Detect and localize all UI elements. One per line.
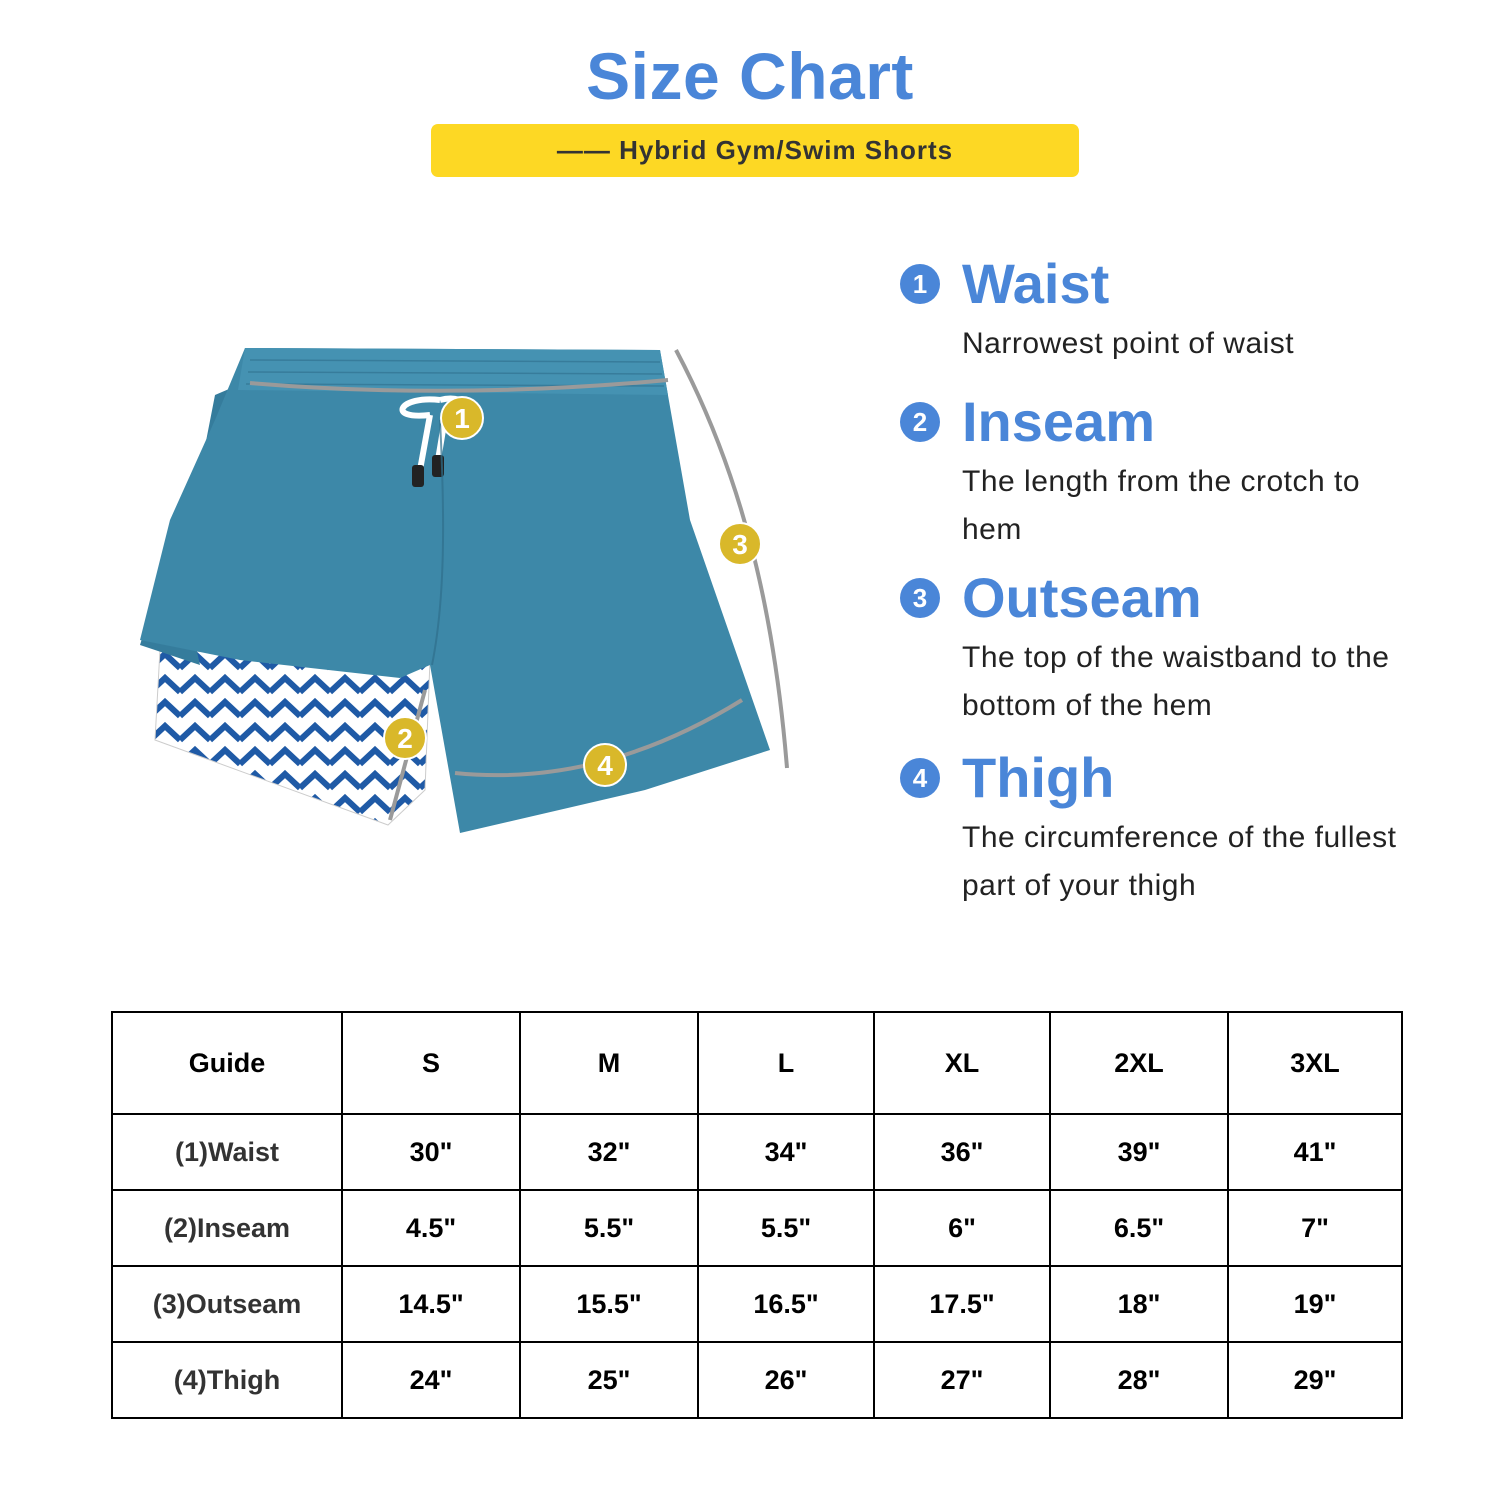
number-3-icon: 3 [900,578,940,618]
guide-item-outseam [900,566,1460,730]
size-table [111,1011,1403,1419]
table-cell: 17.5" [874,1266,1050,1342]
table-cell: 16.5" [698,1266,874,1342]
number-2-icon: 2 [900,402,940,442]
table-row [112,1190,1402,1266]
table-header-cell: S [342,1012,520,1114]
table-cell: 25" [520,1342,698,1418]
marker-3-label: 3 [732,529,748,560]
table-header-cell: L [698,1012,874,1114]
table-cell: 30" [342,1114,520,1190]
guide-title-waist: Waist [962,252,1110,315]
guide-item-inseam [900,390,1460,554]
table-cell: 29" [1228,1342,1402,1418]
table-cell: 36" [874,1114,1050,1190]
table-cell: 28" [1050,1342,1228,1418]
table-row [112,1266,1402,1342]
table-row [112,1342,1402,1418]
marker-4-icon [584,744,626,786]
table-header-cell: Guide [112,1012,342,1114]
table-cell: 5.5" [698,1190,874,1266]
row-label: (4)Thigh [112,1342,342,1418]
row-label: (3)Outseam [112,1266,342,1342]
table-cell: 19" [1228,1266,1402,1342]
table-header-cell: XL [874,1012,1050,1114]
table-header-cell: 2XL [1050,1012,1228,1114]
table-header-row [112,1012,1402,1114]
table-cell: 15.5" [520,1266,698,1342]
table-cell: 4.5" [342,1190,520,1266]
row-label: (1)Waist [112,1114,342,1190]
guide-desc-thigh: The circumference of the fullest part of your thigh [962,821,1397,902]
table-cell: 34" [698,1114,874,1190]
table-cell: 39" [1050,1114,1228,1190]
marker-2-label: 2 [397,723,413,754]
table-cell: 41" [1228,1114,1402,1190]
guide-desc-waist: Narrowest point of waist [962,327,1295,360]
table-header-cell: M [520,1012,698,1114]
shorts-illustration [120,330,820,850]
number-1-icon: 1 [900,264,940,304]
guide-item-thigh [900,746,1460,910]
guide-desc-outseam: The top of the waistband to the bottom of the hem [962,641,1390,722]
guide-desc-inseam: The length from the crotch to hem [962,465,1361,546]
marker-4-label: 4 [597,750,613,781]
table-cell: 24" [342,1342,520,1418]
page-title: Size Chart [586,39,914,113]
table-cell: 18" [1050,1266,1228,1342]
marker-3-icon [719,523,761,565]
table-cell: 6" [874,1190,1050,1266]
table-header-cell: 3XL [1228,1012,1402,1114]
number-4-icon: 4 [900,758,940,798]
table-cell: 7" [1228,1190,1402,1266]
guide-title-outseam: Outseam [962,566,1202,629]
table-cell: 5.5" [520,1190,698,1266]
table-cell: 27" [874,1342,1050,1418]
subtitle-banner [431,124,1079,177]
table-cell: 26" [698,1342,874,1418]
row-label: (2)Inseam [112,1190,342,1266]
guide-title-thigh: Thigh [962,746,1115,809]
table-row [112,1114,1402,1190]
table-cell: 6.5" [1050,1190,1228,1266]
subtitle-text: —— Hybrid Gym/Swim Shorts [556,135,954,165]
marker-1-icon [441,397,483,439]
guide-title-inseam: Inseam [962,390,1155,453]
marker-1-label: 1 [454,403,470,434]
table-cell: 32" [520,1114,698,1190]
table-cell: 14.5" [342,1266,520,1342]
marker-2-icon [384,717,426,759]
guide-item-waist [900,252,1460,368]
